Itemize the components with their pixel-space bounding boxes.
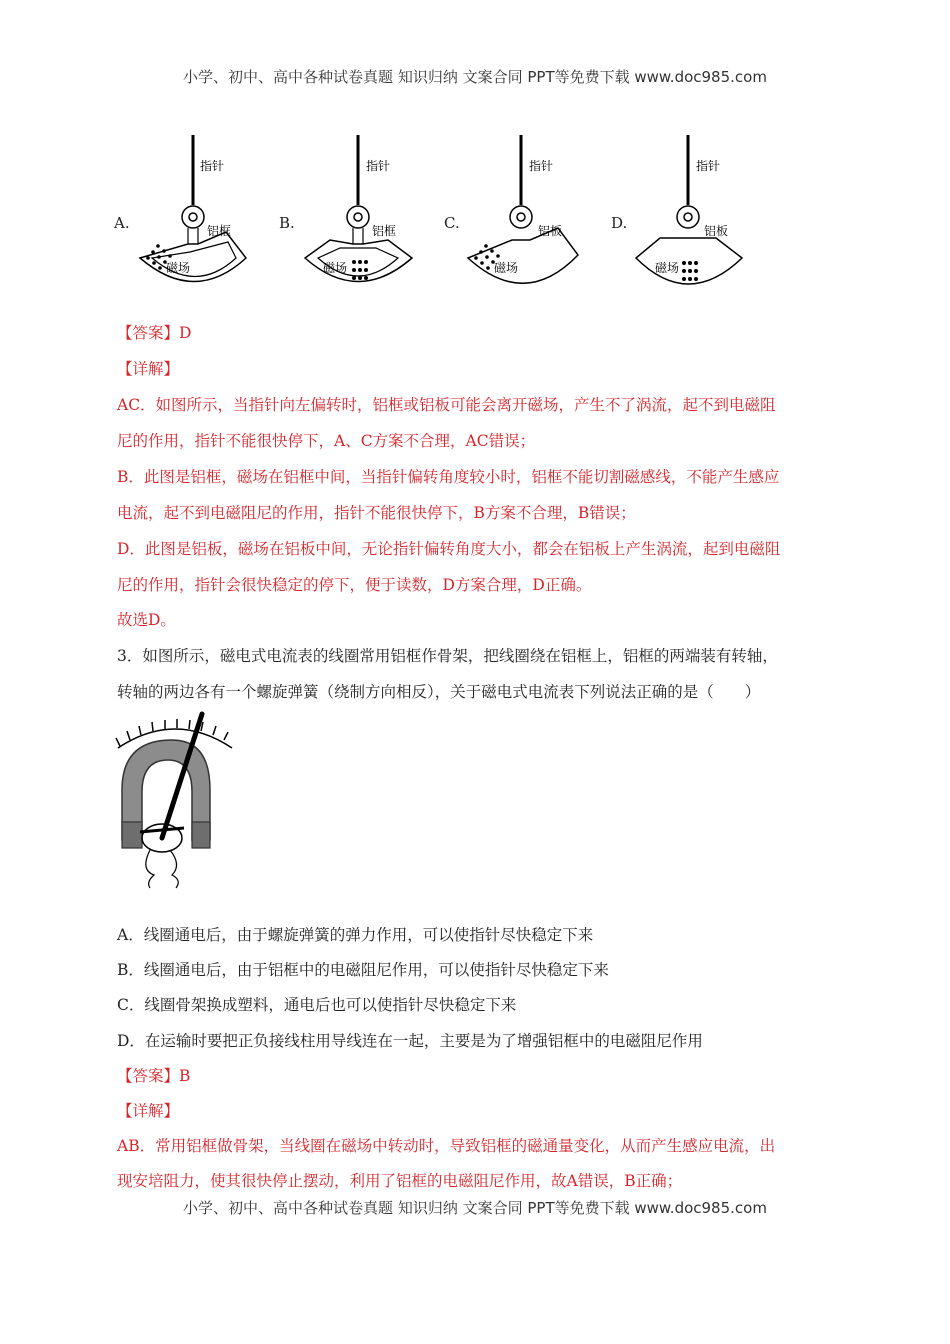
- option-a-pointer-label: 指针: [200, 159, 225, 173]
- option-a-field-label: 磁场: [166, 261, 191, 275]
- q2-detail-line: 电流，起不到电磁阻尼的作用，指针不能很快停下，B方案不合理，B错误；: [117, 504, 636, 522]
- q2-detail-line: D．此图是铝板，磁场在铝板中间，无论指针偏转角度大小，都会在铝板上产生涡流，起到电磁阻: [117, 540, 781, 558]
- q3-detail-tag: 【详解】: [117, 1102, 180, 1120]
- q3-detail-line: 现安培阻力，使其很快停止摆动，利用了铝框的电磁阻尼作用，故A错误，B正确；: [117, 1172, 683, 1190]
- galvanometer-figure: [110, 710, 240, 890]
- option-b-pointer-label: 指针: [366, 159, 391, 173]
- option-a-diagram: [140, 135, 246, 282]
- option-b-diagram: [305, 135, 412, 282]
- q3-stem-line-2: 转轴的两边各有一个螺旋弹簧（绕制方向相反），关于磁电式电流表下列说法正确的是（ ）: [117, 683, 761, 701]
- q2-detail-line: 尼的作用，指针不能很快停下，A、C方案不合理，AC错误；: [117, 432, 536, 450]
- q2-detail-line: B．此图是铝框，磁场在铝框中间，当指针偏转角度较小时，铝框不能切割磁感线，不能产生感应: [117, 468, 780, 486]
- q2-detail-tag: 【详解】: [117, 360, 180, 378]
- q3-option-d: D．在运输时要把正负接线柱用导线连在一起，主要是为了增强铝框中的电磁阻尼作用: [117, 1032, 703, 1050]
- option-c-pointer-label: 指针: [529, 159, 554, 173]
- q3-option-b: B．线圈通电后，由于铝框中的电磁阻尼作用，可以使指针尽快稳定下来: [117, 961, 609, 979]
- q2-conclusion: 故选D。: [117, 611, 176, 629]
- q3-option-a: A．线圈通电后，由于螺旋弹簧的弹力作用，可以使指针尽快稳定下来: [117, 926, 594, 944]
- q2-detail-line: AC．如图所示，当指针向左偏转时，铝框或铝板可能会离开磁场，产生不了涡流，起不到电磁阻: [117, 396, 776, 414]
- q2-detail-line: 尼的作用，指针会很快稳定的停下，便于读数，D方案合理，D正确。: [117, 576, 592, 594]
- option-c-diagram: [468, 135, 578, 283]
- damping-options-figure: [0, 0, 950, 310]
- option-c-field-label: 磁场: [494, 261, 519, 275]
- option-b-letter: B.: [279, 214, 295, 232]
- option-d-letter: D.: [611, 214, 628, 232]
- option-c-letter: C.: [444, 214, 460, 232]
- option-d-pointer-label: 指针: [696, 159, 721, 173]
- option-b-field-label: 磁场: [323, 261, 348, 275]
- page-header: 小学、初中、高中各种试卷真题 知识归纳 文案合同 PPT等免费下载 www.doc985.com: [183, 68, 767, 86]
- q3-stem-line-1: 3．如图所示，磁电式电流表的线圈常用铝框作骨架，把线圈绕在铝框上，铝框的两端装有转轴，: [117, 647, 778, 665]
- q3-detail-line: AB．常用铝框做骨架，当线圈在磁场中转动时，导致铝框的磁通量变化，从而产生感应电流，出: [117, 1137, 776, 1155]
- option-b-plate-label: 铝框: [372, 224, 397, 238]
- option-d-plate-label: 铝板: [704, 224, 729, 238]
- page-footer: 小学、初中、高中各种试卷真题 知识归纳 文案合同 PPT等免费下载 www.doc985.com: [183, 1199, 767, 1217]
- q3-option-c: C．线圈骨架换成塑料，通电后也可以使指针尽快稳定下来: [117, 996, 517, 1014]
- option-d-diagram: [636, 135, 742, 284]
- option-a-plate-label: 铝框: [207, 224, 232, 238]
- q2-answer: 【答案】D: [117, 324, 192, 342]
- q3-answer: 【答案】B: [117, 1067, 191, 1085]
- option-a-letter: A.: [114, 214, 130, 232]
- option-d-field-label: 磁场: [655, 261, 680, 275]
- option-c-plate-label: 铝板: [538, 224, 563, 238]
